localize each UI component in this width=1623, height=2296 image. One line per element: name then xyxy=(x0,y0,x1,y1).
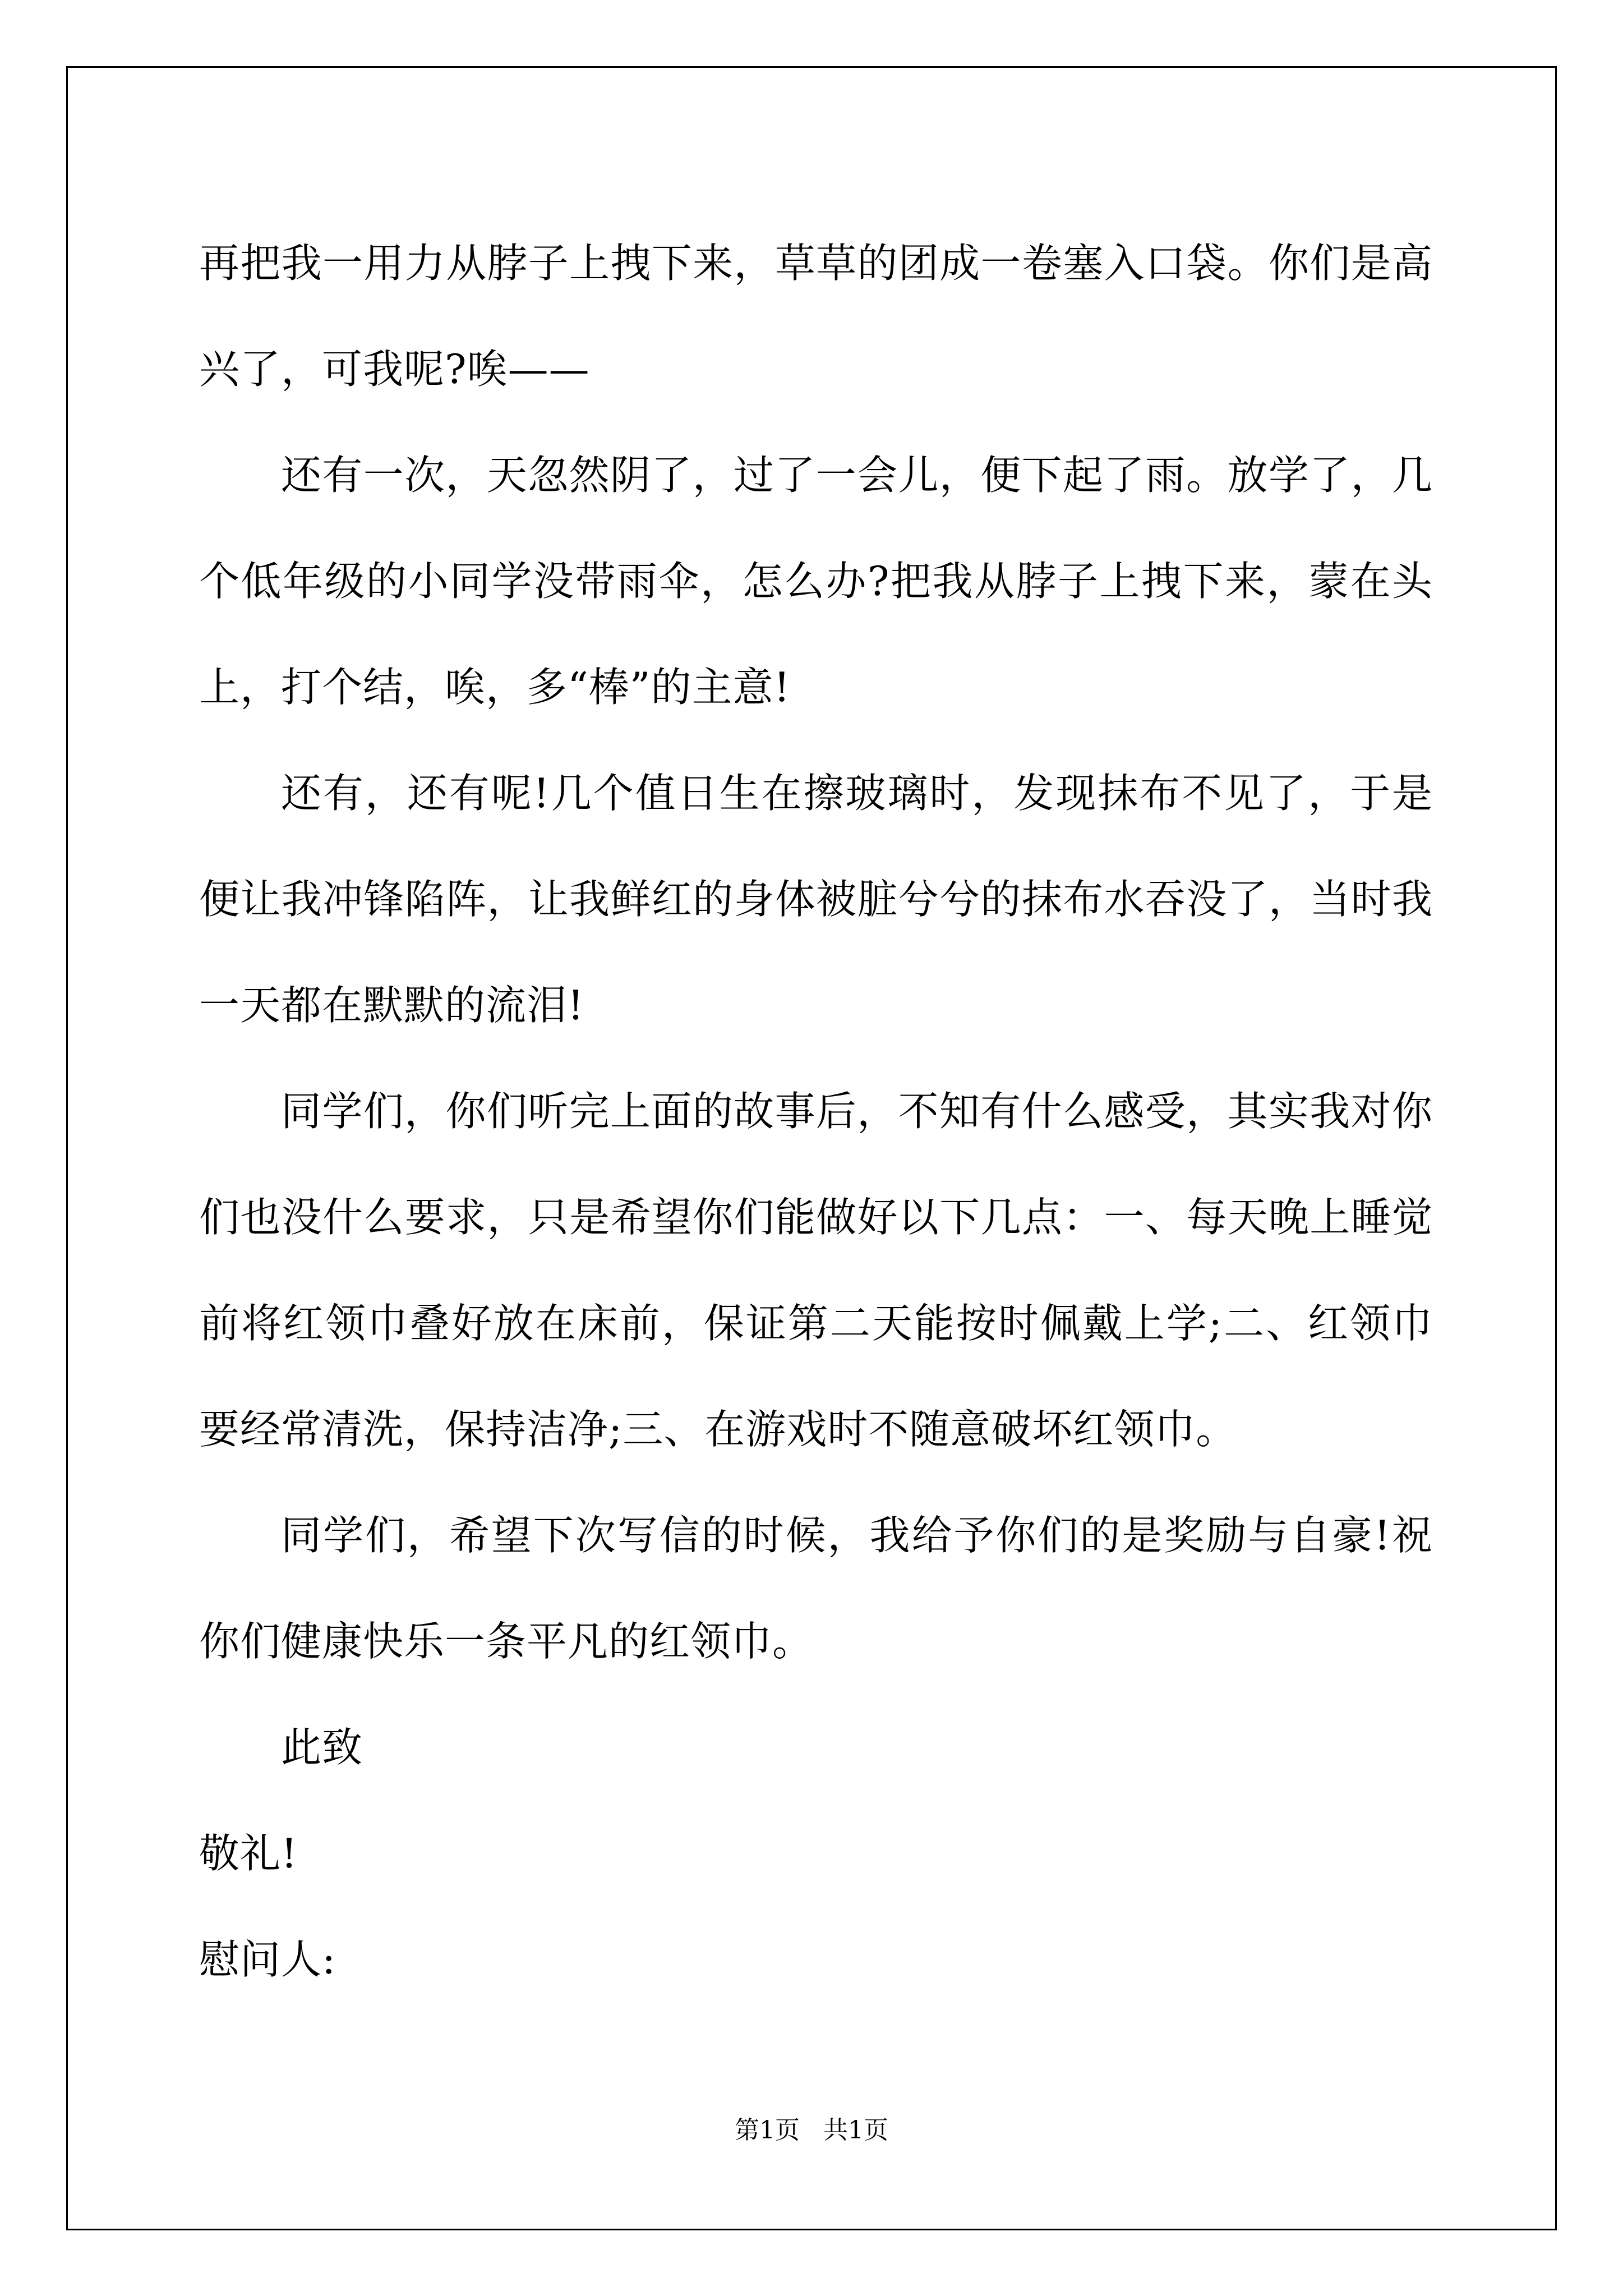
document-body xyxy=(199,210,1433,2013)
paragraph-duty-story: 还有，还有呢!几个值日生在擦玻璃时，发现抹布不见了，于是便让我冲锋陷阵，让我鲜红的身体被脏兮兮的抹布水吞没了，当时我一天都在默默的流泪! xyxy=(199,770,1433,1029)
page-footer: 第1页 共1页 xyxy=(735,2116,888,2145)
paragraph-rain-story: 还有一次，天忽然阴了，过了一会儿，便下起了雨。放学了，几个低年级的小同学没带雨伞，怎么办?把我从脖子上拽下来，蒙在头上，打个结，唉，多“棒”的主意! xyxy=(199,452,1433,711)
paragraph-continuation: 再把我一用力从脖子上拽下来，草草的团成一卷塞入口袋。你们是高兴了，可我呢?唉—— xyxy=(199,240,1433,393)
signature-line: 慰问人: xyxy=(199,1936,336,1983)
paragraph-requests: 同学们，你们听完上面的故事后，不知有什么感受，其实我对你们也没什么要求，只是希望你们能做好以下几点：一、每天晚上睡觉前将红领巾叠好放在床前，保证第二天能按时佩戴上学;二、红领巾要经常清洗，保持洁净;三、在游戏时不随意破坏红领巾。 xyxy=(199,1088,1433,1453)
salutation-jingli: 敬礼! xyxy=(199,1830,298,1877)
paragraph-closing-wish: 同学们，希望下次写信的时候，我给予你们的是奖励与自豪!祝你们健康快乐一条平凡的红领巾。 xyxy=(199,1512,1433,1665)
salutation-cizhi: 此致 xyxy=(281,1724,363,1771)
